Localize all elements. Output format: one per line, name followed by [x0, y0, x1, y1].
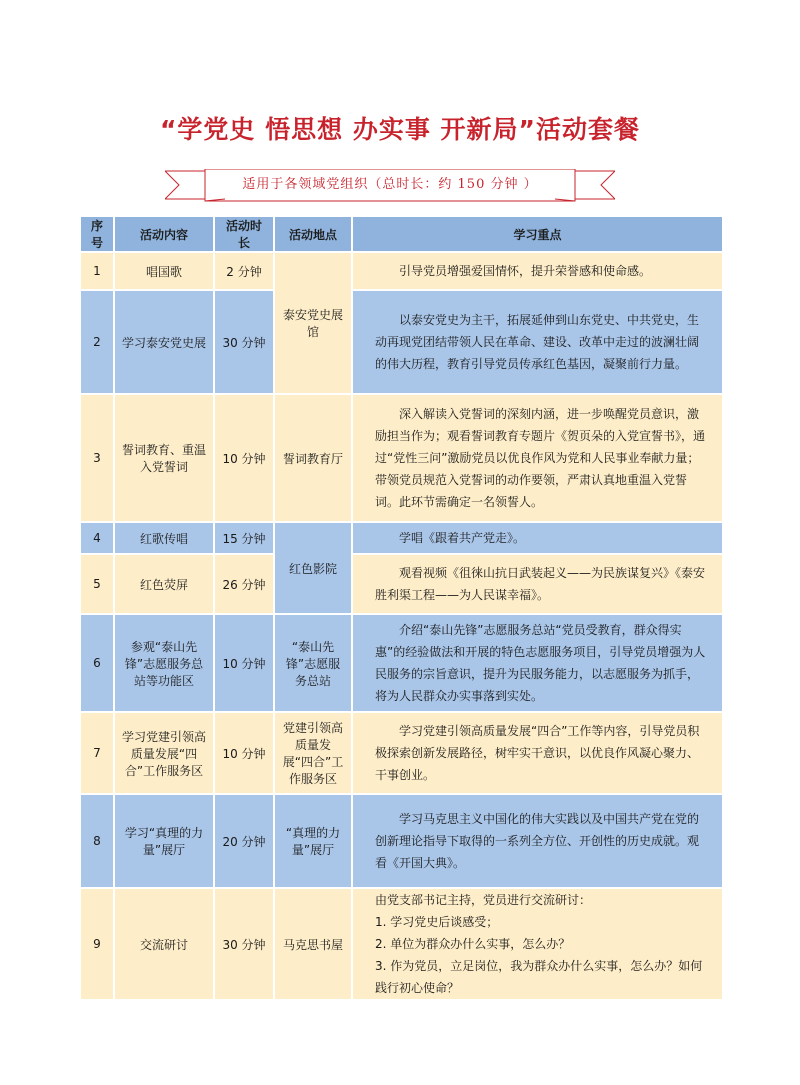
row-content: 红色荧屏 — [115, 555, 213, 613]
row-content: 参观“泰山先锋”志愿服务总站等功能区 — [115, 615, 213, 711]
table-row — [81, 889, 722, 999]
focus-line: 由党支部书记主持，党员进行交流研讨： — [375, 893, 592, 907]
row-focus: 学唱《跟着共产党走》。 — [353, 523, 722, 553]
row-duration: 2 分钟 — [215, 253, 273, 289]
focus-line: 2. 单位为群众办什么实事，怎么办？ — [375, 937, 571, 951]
table-row — [81, 795, 722, 887]
row-location: “泰山先锋”志愿服务总站 — [275, 615, 351, 711]
row-duration: 10 分钟 — [215, 713, 273, 793]
subtitle-ribbon — [165, 169, 615, 203]
row-location: 马克思书屋 — [275, 889, 351, 999]
row-content: 唱国歌 — [115, 253, 213, 289]
row-content: 学习泰安党史展 — [115, 291, 213, 393]
row-focus: 深入解读入党誓词的深刻内涵，进一步唤醒党员意识，激励担当作为；观看誓词教育专题片《贺页朵的入党宣誓书》，通过“党性三问”激励党员以优良作风为党和人民事业奉献力量；带领党员规范入党誓词的动作要领，严肃认真地重温入党誓词。此环节需确定一名领誓人。 — [353, 395, 722, 521]
row-duration: 30 分钟 — [215, 889, 273, 999]
header-content: 活动内容 — [115, 217, 213, 251]
table-row — [81, 523, 722, 553]
table-header-row — [81, 217, 722, 251]
row-duration: 26 分钟 — [215, 555, 273, 613]
row-focus: 以泰安党史为主干，拓展延伸到山东党史、中共党史，生动再现党团结带领人民在革命、建设、改革中走过的波澜壮阔的伟大历程，教育引导党员传承红色基因，凝聚前行力量。 — [353, 291, 722, 393]
row-no: 5 — [81, 555, 113, 613]
focus-line: 1. 学习党史后谈感受； — [375, 915, 499, 929]
table-row — [81, 555, 722, 613]
row-location: 红色影院 — [275, 523, 351, 613]
row-no: 4 — [81, 523, 113, 553]
row-location: 党建引领高质量发展“四合”工作服务区 — [275, 713, 351, 793]
row-no: 2 — [81, 291, 113, 393]
row-duration: 10 分钟 — [215, 615, 273, 711]
row-duration: 15 分钟 — [215, 523, 273, 553]
table-row — [81, 713, 722, 793]
header-no: 序号 — [81, 217, 113, 251]
row-focus: 学习马克思主义中国化的伟大实践以及中国共产党在党的创新理论指导下取得的一系列全方位、开创性的历史成就。观看《开国大典》。 — [353, 795, 722, 887]
row-duration: 20 分钟 — [215, 795, 273, 887]
page-title: “学党史 悟思想 办实事 开新局”活动套餐 — [160, 115, 640, 144]
row-content: 红歌传唱 — [115, 523, 213, 553]
row-duration: 10 分钟 — [215, 395, 273, 521]
row-focus: 观看视频《徂徕山抗日武装起义——为民族谋复兴》《泰安胜利渠工程——为人民谋幸福》。 — [353, 555, 722, 613]
table-row — [81, 291, 722, 393]
row-no: 3 — [81, 395, 113, 521]
row-location: “真理的力量”展厅 — [275, 795, 351, 887]
row-duration: 30 分钟 — [215, 291, 273, 393]
row-focus: 介绍“泰山先锋”志愿服务总站“党员受教育，群众得实惠”的经验做法和开展的特色志愿服务项目，引导党员增强为人民服务的宗旨意识，提升为民服务能力，以志愿服务为抓手，将为人民群众办实事落到实处。 — [353, 615, 722, 711]
row-content: 学习党建引领高质量发展“四合”工作服务区 — [115, 713, 213, 793]
header-duration: 活动时长 — [215, 217, 273, 251]
activity-table — [79, 215, 724, 1001]
row-focus — [353, 889, 722, 999]
subtitle-text: 适用于各领域党组织（总时长：约 150 分钟 ） — [242, 177, 538, 192]
row-content: 交流研讨 — [115, 889, 213, 999]
table-row — [81, 615, 722, 711]
row-content: 誓词教育、重温入党誓词 — [115, 395, 213, 521]
row-location: 泰安党史展馆 — [275, 253, 351, 393]
table-row — [81, 395, 722, 521]
focus-line: 3. 作为党员，立足岗位，我为群众办什么实事，怎么办？如何践行初心使命？ — [375, 959, 703, 995]
row-content: 学习“真理的力量”展厅 — [115, 795, 213, 887]
row-no: 8 — [81, 795, 113, 887]
row-location: 誓词教育厅 — [275, 395, 351, 521]
row-focus: 学习党建引领高质量发展“四合”工作等内容，引导党员积极探索创新发展路径，树牢实干意识，以优良作风凝心聚力、干事创业。 — [353, 713, 722, 793]
header-location: 活动地点 — [275, 217, 351, 251]
row-no: 1 — [81, 253, 113, 289]
row-focus: 引导党员增强爱国情怀，提升荣誉感和使命感。 — [353, 253, 722, 289]
row-no: 6 — [81, 615, 113, 711]
row-no: 9 — [81, 889, 113, 999]
header-focus: 学习重点 — [353, 217, 722, 251]
row-no: 7 — [81, 713, 113, 793]
table-row — [81, 253, 722, 289]
